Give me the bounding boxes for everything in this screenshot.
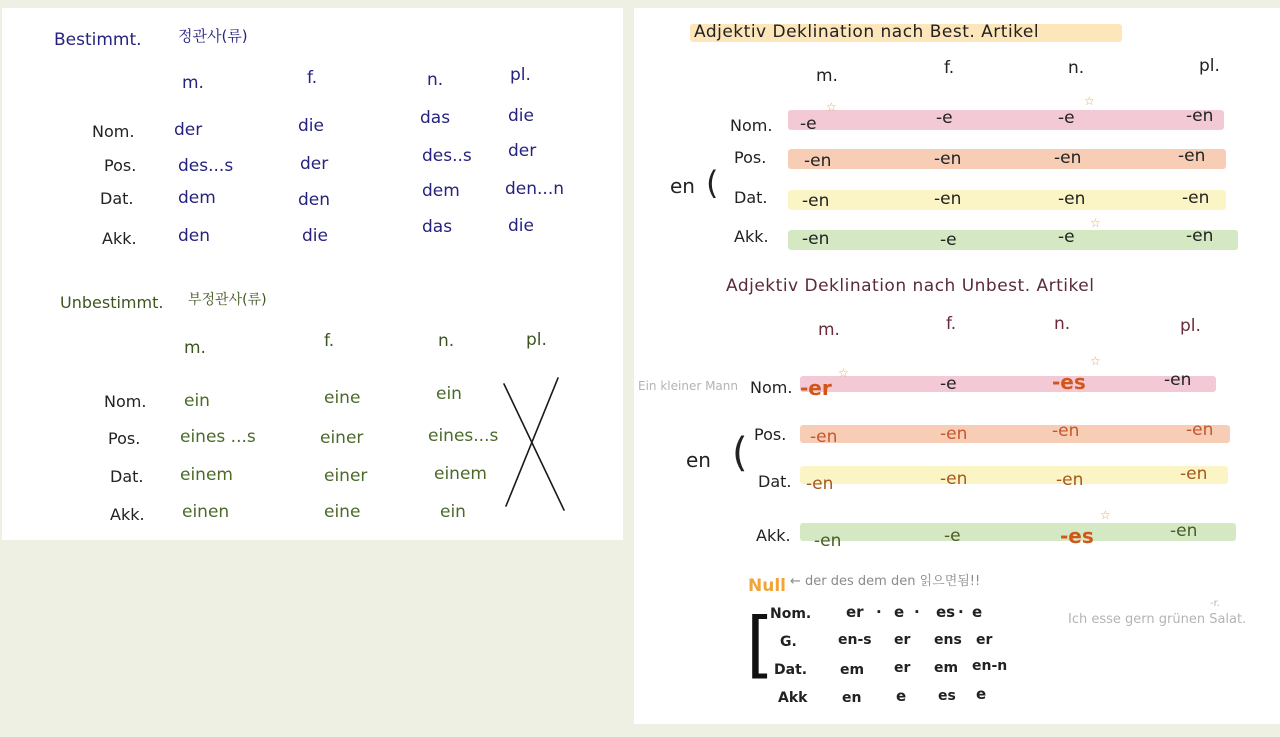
- indefinite-case-nom: Nom.: [104, 392, 147, 411]
- best-row-nom-highlight: [788, 110, 1224, 130]
- best-cell: -en: [1186, 226, 1214, 246]
- null-cell: ens: [934, 632, 962, 648]
- best-case-akk: Akk.: [734, 227, 769, 246]
- unbest-cell: -er: [800, 376, 832, 400]
- indefinite-case-pos: Pos.: [108, 429, 141, 448]
- null-example-sentence: Ich esse gern grünen Salat.: [1068, 612, 1247, 627]
- star-icon: ☆: [1090, 354, 1101, 368]
- definite-cell: die: [508, 106, 534, 126]
- indefinite-cell: einem: [434, 464, 487, 484]
- best-cell: -en: [802, 191, 830, 211]
- definite-case-pos: Pos.: [104, 156, 137, 175]
- definite-header-n: n.: [427, 70, 444, 90]
- definite-cell: die: [302, 226, 328, 246]
- definite-cell: das: [422, 217, 453, 237]
- best-cell: -en: [934, 189, 962, 209]
- null-cell: er: [976, 632, 993, 648]
- definite-cell: des...s: [178, 156, 234, 176]
- definite-case-dat: Dat.: [100, 189, 134, 208]
- definite-header-f: f.: [307, 68, 318, 88]
- best-case-nom: Nom.: [730, 116, 773, 135]
- definite-title: Bestimmt.: [54, 30, 142, 50]
- unbest-cell: -en: [814, 531, 842, 551]
- unbest-cell: -en: [810, 427, 838, 447]
- null-cell: en: [842, 690, 862, 706]
- best-cell: -e: [1058, 227, 1075, 247]
- indefinite-cell: ein: [440, 502, 466, 522]
- left-notes-sheet: [2, 8, 623, 540]
- definite-cell: die: [298, 116, 324, 136]
- unbest-brace-icon: (: [732, 430, 748, 476]
- null-cell: er: [846, 603, 864, 621]
- definite-header-pl: pl.: [510, 65, 531, 85]
- definite-cell: dem: [422, 181, 460, 201]
- best-row-pos-highlight: [788, 149, 1226, 169]
- null-separator: ·: [958, 603, 964, 621]
- indefinite-cell: ein: [184, 391, 210, 411]
- unbest-cell: -e: [940, 374, 957, 394]
- null-cell: e: [972, 603, 983, 621]
- definite-cell: das: [420, 108, 451, 128]
- best-cell: -en: [1058, 189, 1086, 209]
- null-cell: er: [894, 660, 911, 676]
- best-cell: -en: [1182, 188, 1210, 208]
- indefinite-cell: eines...s: [428, 426, 499, 446]
- indefinite-cell: einer: [324, 466, 368, 486]
- unbest-cell: -en: [1186, 420, 1214, 440]
- best-case-dat: Dat.: [734, 188, 768, 207]
- unbest-row-dat-highlight: [800, 466, 1228, 484]
- best-cell: -e: [940, 230, 957, 250]
- definite-header-m: m.: [182, 73, 204, 93]
- unbest-case-pos: Pos.: [754, 425, 787, 444]
- indefinite-header-n: n.: [438, 331, 455, 351]
- best-brace-icon: (: [706, 164, 719, 202]
- star-icon: ☆: [1100, 508, 1111, 522]
- unbest-cell: -es: [1052, 370, 1086, 394]
- star-icon: ☆: [1084, 94, 1095, 108]
- indefinite-header-pl: pl.: [526, 330, 547, 350]
- best-cell: -en: [1178, 146, 1206, 166]
- indefinite-cell: ein: [436, 384, 462, 404]
- unbest-example: Ein kleiner Mann: [638, 379, 738, 393]
- definite-case-nom: Nom.: [92, 122, 135, 141]
- null-example-mark: -r.: [1210, 598, 1220, 609]
- unbest-case-akk: Akk.: [756, 526, 791, 545]
- indefinite-korean: 부정관사(류): [188, 292, 267, 308]
- unbest-header-m: m.: [818, 320, 840, 340]
- star-icon: ☆: [826, 100, 837, 114]
- null-cell: e: [896, 687, 907, 705]
- null-cell: en-s: [838, 632, 872, 648]
- indefinite-cell: einen: [182, 502, 230, 522]
- null-bracket-icon: [: [746, 602, 775, 686]
- unbest-header-n: n.: [1054, 314, 1071, 334]
- unbest-cell: -en: [806, 474, 834, 494]
- null-note: ← der des dem den 읽으면됨!!: [790, 574, 981, 589]
- best-header-m: m.: [816, 66, 838, 86]
- null-cell: en-n: [972, 658, 1008, 674]
- unbest-case-nom: Nom.: [750, 378, 793, 397]
- unbest-cell: -en: [1170, 521, 1198, 541]
- null-cell: es: [936, 603, 956, 621]
- unbest-cell: -en: [940, 424, 968, 444]
- unbest-header-pl: pl.: [1180, 316, 1201, 336]
- best-cell: -e: [800, 114, 817, 134]
- definite-cell: die: [508, 216, 534, 236]
- definite-case-akk: Akk.: [102, 229, 137, 248]
- definite-cell: dem: [178, 188, 216, 208]
- null-case-g: G.: [780, 634, 797, 650]
- indefinite-header-m: m.: [184, 338, 206, 358]
- unbest-cell: -en: [940, 469, 968, 489]
- star-icon: ☆: [1090, 216, 1101, 230]
- unbest-row-pos-highlight: [800, 425, 1230, 443]
- best-row-dat-highlight: [788, 190, 1226, 210]
- best-title: Adjektiv Deklination nach Best. Artikel: [694, 22, 1040, 42]
- null-cell: e: [894, 603, 905, 621]
- definite-cell: der: [300, 154, 329, 174]
- indefinite-cell: einer: [320, 428, 364, 448]
- best-brace-label: en: [670, 174, 695, 198]
- unbest-cell: -e: [944, 526, 961, 546]
- null-cell: em: [934, 660, 959, 676]
- null-cell: er: [894, 632, 911, 648]
- null-case-dat: Dat.: [774, 662, 808, 678]
- best-cell: -en: [804, 151, 832, 171]
- unbest-cell: -en: [1164, 370, 1192, 390]
- indefinite-header-f: f.: [324, 331, 335, 351]
- null-case-akk: Akk: [778, 690, 808, 706]
- null-cell: es: [938, 688, 956, 704]
- null-separator: ·: [876, 603, 882, 621]
- best-cell: -en: [1186, 106, 1214, 126]
- definite-cell: den...n: [505, 179, 565, 199]
- right-notes-sheet: [634, 8, 1280, 724]
- null-title: Null: [748, 576, 786, 596]
- definite-korean: 정관사(류): [178, 27, 248, 45]
- best-case-pos: Pos.: [734, 148, 767, 167]
- best-cell: -en: [1054, 148, 1082, 168]
- unbest-cell: -en: [1180, 464, 1208, 484]
- indefinite-title: Unbestimmt.: [60, 293, 164, 312]
- unbest-row-nom-highlight: [800, 376, 1216, 392]
- unbest-brace-label: en: [686, 448, 711, 472]
- null-cell: e: [976, 685, 987, 703]
- definite-cell: den: [298, 190, 331, 210]
- definite-cell: der: [508, 141, 537, 161]
- unbest-cell: -en: [1056, 470, 1084, 490]
- indefinite-case-dat: Dat.: [110, 467, 144, 486]
- best-cell: -en: [802, 229, 830, 249]
- null-case-nom: Nom.: [770, 606, 812, 622]
- unbest-cell: -es: [1060, 524, 1094, 548]
- definite-cell: den: [178, 226, 211, 246]
- indefinite-case-akk: Akk.: [110, 505, 145, 524]
- indefinite-cell: eine: [324, 388, 361, 408]
- null-cell: em: [840, 662, 865, 678]
- best-row-akk-highlight: [788, 230, 1238, 250]
- best-header-f: f.: [944, 58, 955, 78]
- null-separator: ·: [914, 603, 920, 621]
- definite-cell: der: [174, 120, 203, 140]
- unbest-title: Adjektiv Deklination nach Unbest. Artikel: [726, 276, 1095, 296]
- best-header-pl: pl.: [1199, 56, 1220, 76]
- best-cell: -e: [936, 108, 953, 128]
- unbest-cell: -en: [1052, 421, 1080, 441]
- best-cell: -en: [934, 149, 962, 169]
- indefinite-cell: einem: [180, 465, 233, 485]
- indefinite-cell: eine: [324, 502, 361, 522]
- best-header-n: n.: [1068, 58, 1085, 78]
- indefinite-cell: eines ...s: [180, 427, 256, 447]
- plural-cross-icon: [500, 376, 570, 516]
- unbest-case-dat: Dat.: [758, 472, 792, 491]
- star-icon: ☆: [838, 366, 849, 380]
- unbest-header-f: f.: [946, 314, 957, 334]
- definite-cell: des..s: [422, 146, 472, 166]
- best-cell: -e: [1058, 108, 1075, 128]
